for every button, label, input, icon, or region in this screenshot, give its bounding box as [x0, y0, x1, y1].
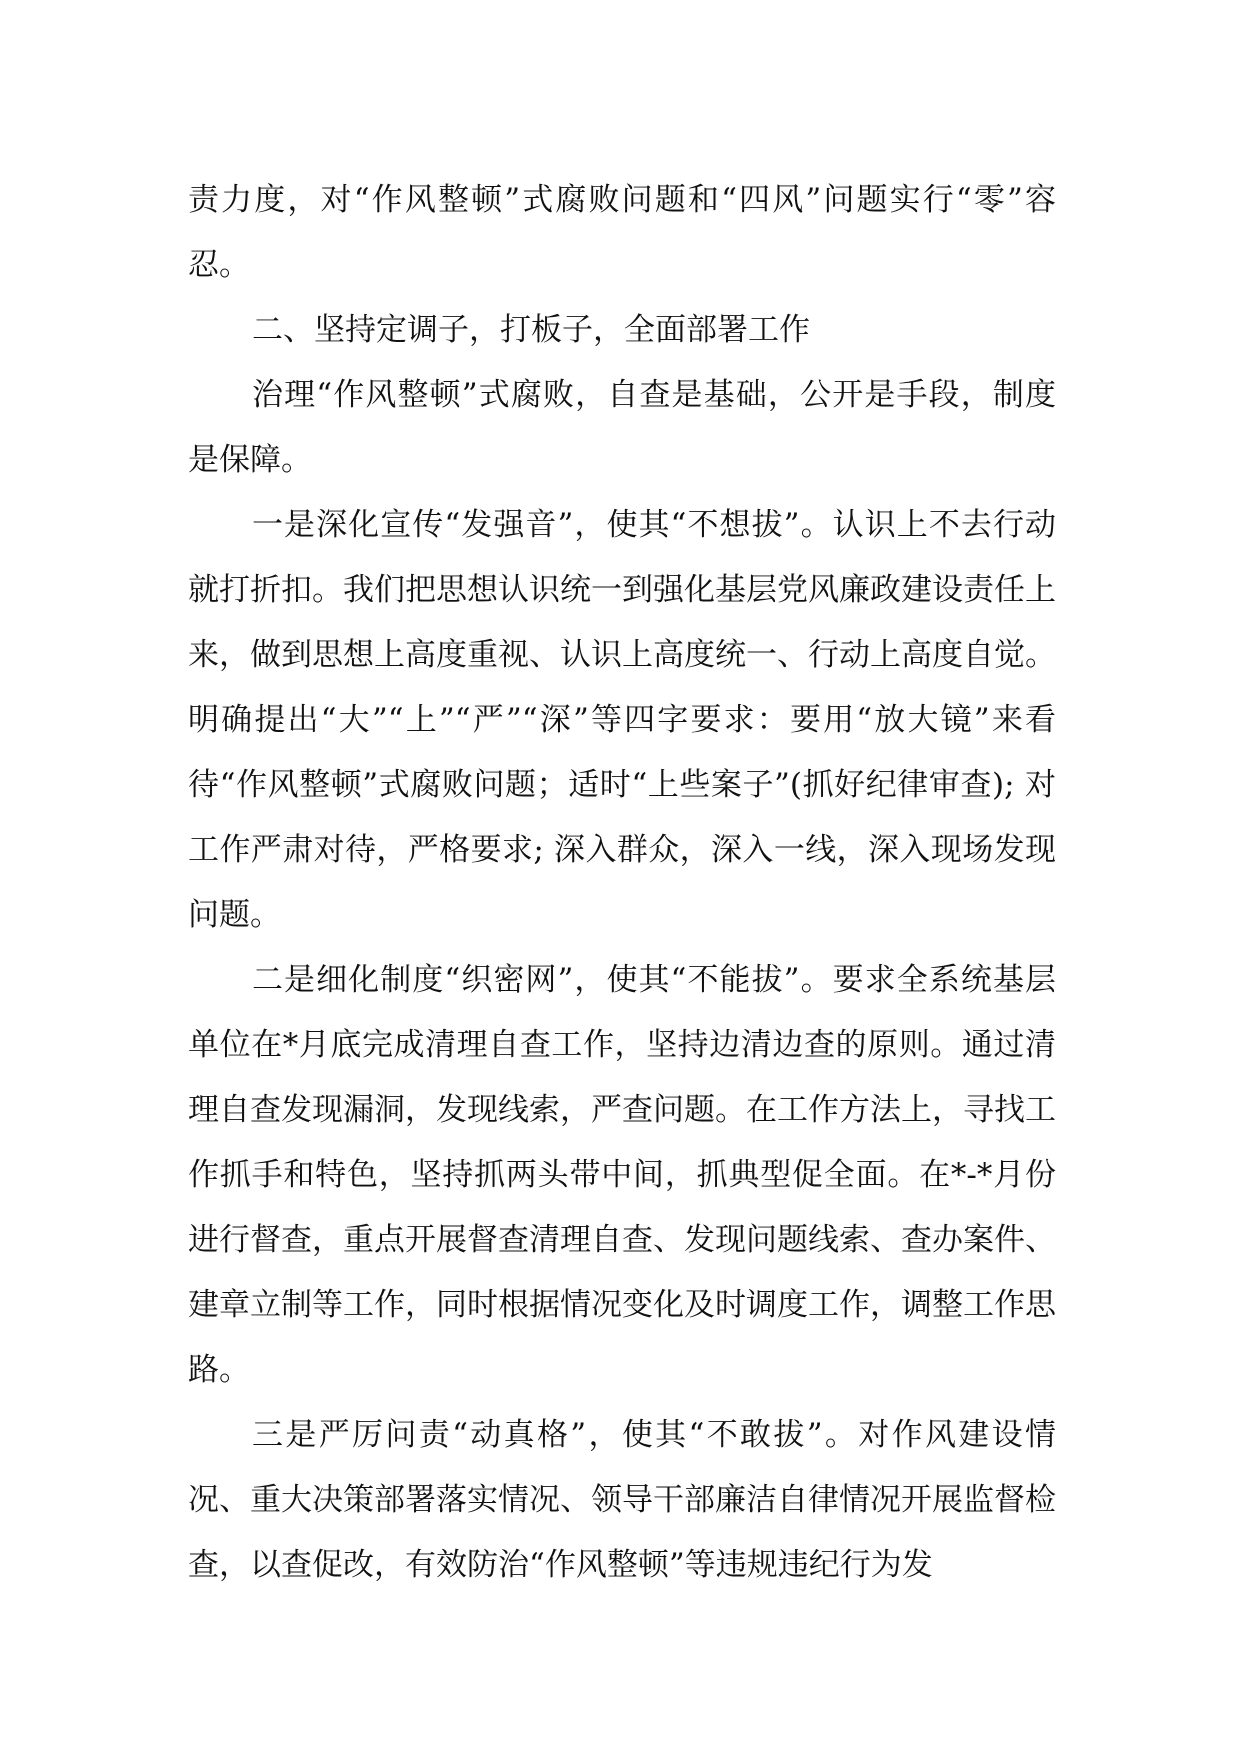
paragraph-continuation: 责力度，对“作风整顿”式腐败问题和“四风”问题实行“零”容忍。	[188, 182, 1056, 283]
document-body	[188, 168, 1056, 1598]
section-heading: 二、坚持定调子，打板子，全面部署工作	[252, 312, 810, 348]
paragraph-point-three: 三是严厉问责“动真格”，使其“不敢拔”。对作风建设情况、重大决策部署落实情况、领导干部廉洁自律情况开展监督检查，以查促改，有效防治“作风整顿”等违规违纪行为发	[188, 1417, 1056, 1583]
paragraph-point-two: 二是细化制度“织密网”，使其“不能拔”。要求全系统基层单位在*月底完成清理自查工作，坚持边清边查的原则。通过清理自查发现漏洞，发现线索，严查问题。在工作方法上，寻找工作抓手和特色，坚持抓两头带中间，抓典型促全面。在*-*月份进行督查，重点开展督查清理自查、发现问题线索、查办案件、建章立制等工作，同时根据情况变化及时调度工作，调整工作思路。	[188, 962, 1056, 1388]
paragraph-point-one: 一是深化宣传“发强音”，使其“不想拔”。认识上不去行动就打折扣。我们把思想认识统一到强化基层党风廉政建设责任上来，做到思想上高度重视、认识上高度统一、行动上高度自觉。明确提出“大”“上”“严”“深”等四字要求：要用“放大镜”来看待“作风整顿”式腐败问题；适时“上些案子”(抓好纪律审查); 对工作严肃对待，严格要求; 深入群众，深入一线，深入现场发现问题。	[188, 507, 1056, 933]
paragraph-intro: 治理“作风整顿”式腐败，自查是基础，公开是手段，制度是保障。	[188, 377, 1056, 478]
